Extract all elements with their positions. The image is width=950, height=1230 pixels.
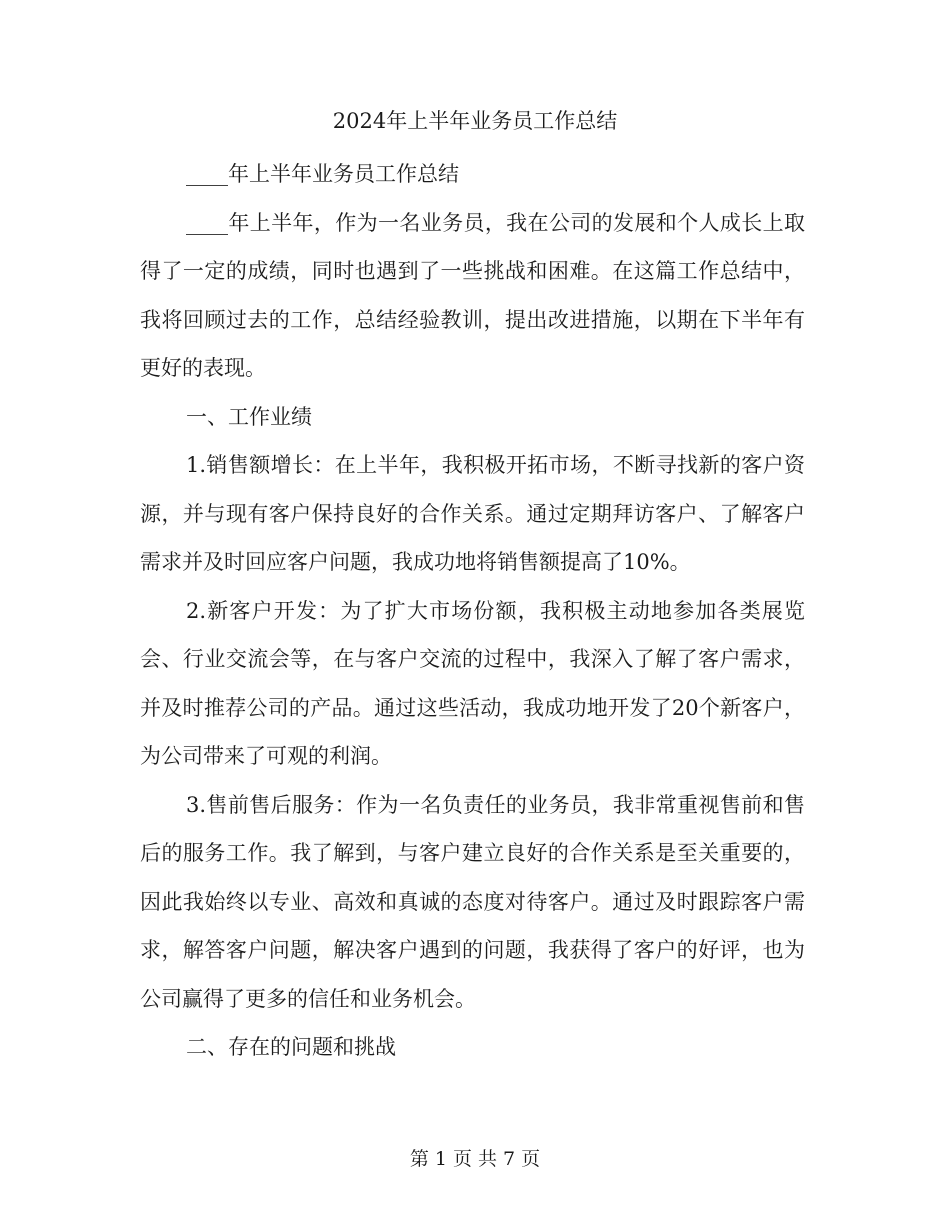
document-body bbox=[140, 150, 805, 1072]
document-title: 2024年上半年业务员工作总结 bbox=[332, 109, 618, 133]
item-service: 3.售前售后服务：作为一名负责任的业务员，我非常重视售前和售后的服务工作。我了解到，与客户建立良好的合作关系是至关重要的，因此我始终以专业、高效和真诚的态度对待客户。通过及时跟踪客户需求，解答客户问题，解决客户遇到的问题，我获得了客户的好评，也为公司赢得了更多的信任和业务机会。 bbox=[140, 792, 805, 1011]
intro-paragraph: ____年上半年，作为一名业务员，我在公司的发展和个人成长上取得了一定的成绩，同时也遇到了一些挑战和困难。在这篇工作总结中，我将回顾过去的工作，总结经验教训，提出改进措施，以期在下半年有更好的表现。 bbox=[140, 210, 805, 380]
section-heading-performance: 一、工作业绩 bbox=[186, 404, 312, 429]
subtitle-paragraph: ____年上半年业务员工作总结 bbox=[186, 162, 459, 186]
section-heading-problems: 二、存在的问题和挑战 bbox=[186, 1035, 396, 1059]
item-sales-growth: 1.销售额增长：在上半年，我积极开拓市场，不断寻找新的客户资源，并与现有客户保持良好的合作关系。通过定期拜访客户、了解客户需求并及时回应客户问题，我成功地将销售额提高了10%。 bbox=[140, 453, 805, 574]
page-number-footer: 第 1 页 共 7 页 bbox=[409, 1148, 541, 1170]
item-new-customers: 2.新客户开发：为了扩大市场份额，我积极主动地参加各类展览会、行业交流会等，在与客户交流的过程中，我深入了解了客户需求，并及时推荐公司的产品。通过这些活动，我成功地开发了20个新客户，为公司带来了可观的利润。 bbox=[140, 598, 805, 768]
